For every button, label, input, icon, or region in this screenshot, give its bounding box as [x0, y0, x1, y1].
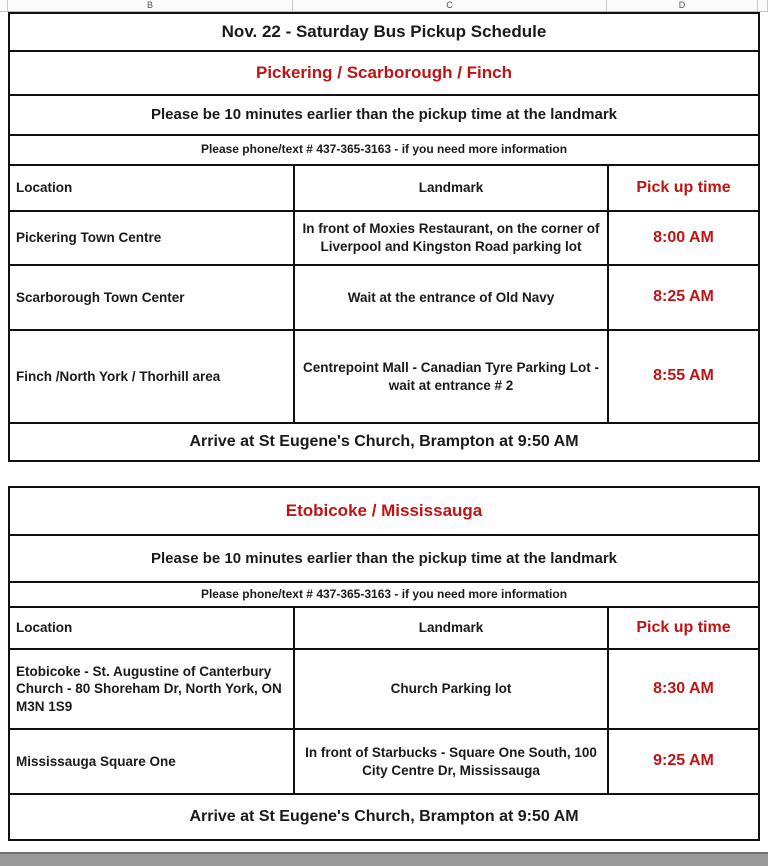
section-subtitle: Etobicoke / Mississauga [9, 487, 759, 535]
row-landmark: In front of Starbucks - Square One South, 100 City Centre Dr, Mississauga [294, 729, 608, 794]
schedule-table-pickering [8, 12, 760, 462]
phone-note: Please phone/text # 437-365-3163 - if you need more information [9, 135, 759, 165]
row-location: Etobicoke - St. Augustine of Canterbury Church - 80 Shoreham Dr, North York, ON M3N 1S9 [9, 649, 294, 729]
table-row [9, 729, 759, 794]
col-header-location: Location [9, 607, 294, 649]
arrival-note: Arrive at St Eugene's Church, Brampton at 9:50 AM [9, 794, 759, 840]
column-header-strip [0, 0, 768, 12]
row-landmark: Wait at the entrance of Old Navy [294, 265, 608, 330]
col-header-pickup-time: Pick up time [608, 607, 759, 649]
row-location: Finch /North York / Thorhill area [9, 330, 294, 423]
row-pickup-time: 8:55 AM [608, 330, 759, 423]
row-pickup-time: 8:00 AM [608, 211, 759, 265]
column-header-d[interactable]: D [607, 0, 758, 11]
row-location: Pickering Town Centre [9, 211, 294, 265]
schedule-tables [8, 12, 758, 841]
column-header-c[interactable]: C [293, 0, 607, 11]
row-pickup-time: 8:30 AM [608, 649, 759, 729]
notice-text: Please be 10 minutes earlier than the pickup time at the landmark [9, 95, 759, 135]
phone-note: Please phone/text # 437-365-3163 - if you need more information [9, 582, 759, 607]
col-header-landmark: Landmark [294, 607, 608, 649]
row-landmark: Church Parking lot [294, 649, 608, 729]
table-row [9, 211, 759, 265]
row-landmark: In front of Moxies Restaurant, on the corner of Liverpool and Kingston Road parking lot [294, 211, 608, 265]
row-pickup-time: 9:25 AM [608, 729, 759, 794]
arrival-note: Arrive at St Eugene's Church, Brampton at 9:50 AM [9, 423, 759, 461]
page-title: Nov. 22 - Saturday Bus Pickup Schedule [9, 13, 759, 51]
row-location: Scarborough Town Center [9, 265, 294, 330]
bottom-gray-strip [0, 852, 768, 866]
column-header-a-sliver [0, 0, 8, 11]
table-gap [8, 462, 758, 486]
table-row [9, 265, 759, 330]
row-location: Mississauga Square One [9, 729, 294, 794]
table-row [9, 649, 759, 729]
table-row [9, 330, 759, 423]
row-landmark: Centrepoint Mall - Canadian Tyre Parking Lot - wait at entrance # 2 [294, 330, 608, 423]
col-header-landmark: Landmark [294, 165, 608, 211]
col-header-location: Location [9, 165, 294, 211]
schedule-table-etobicoke [8, 486, 760, 841]
notice-text: Please be 10 minutes earlier than the pickup time at the landmark [9, 535, 759, 582]
row-pickup-time: 8:25 AM [608, 265, 759, 330]
column-header-edge [758, 0, 768, 11]
section-subtitle: Pickering / Scarborough / Finch [9, 51, 759, 95]
col-header-pickup-time: Pick up time [608, 165, 759, 211]
column-header-b[interactable]: B [8, 0, 293, 11]
